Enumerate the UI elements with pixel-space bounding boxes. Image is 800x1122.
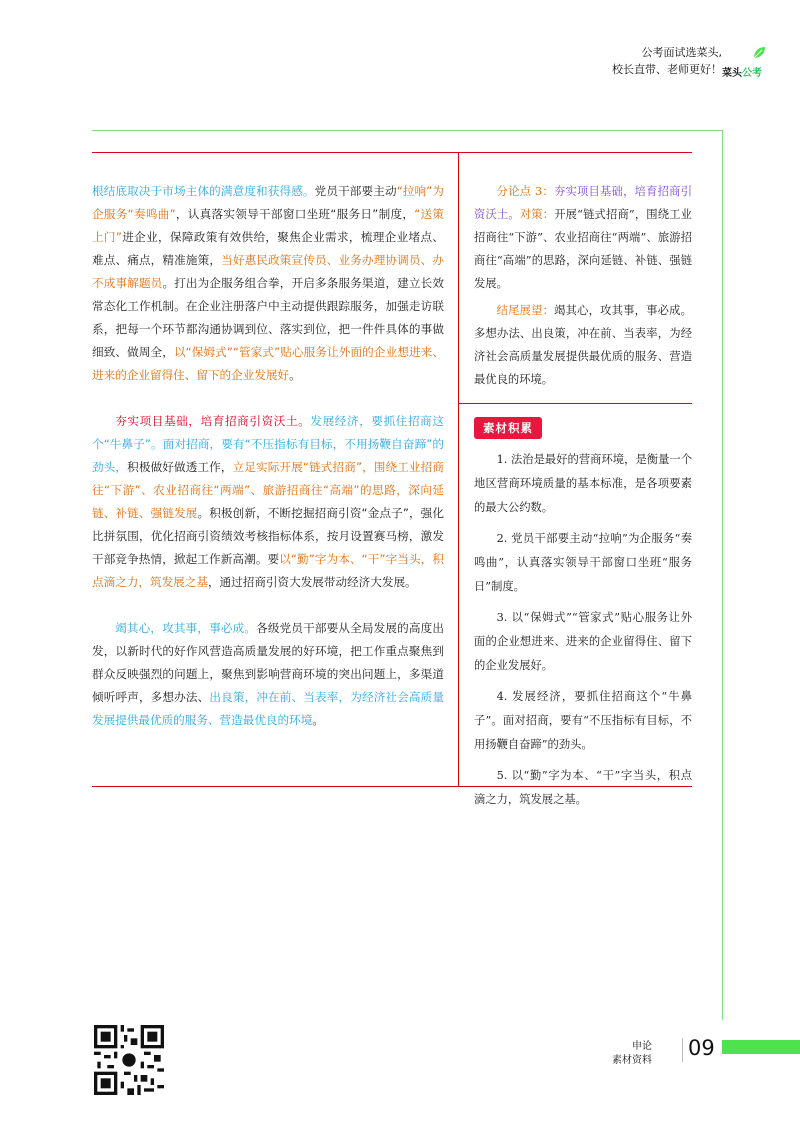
text-run: 以“保姆式”“管家式”贴心服务让外面的企业想进来、进来的企业留得住、留下的企业发展好 (92, 345, 444, 382)
top-red-rule (92, 152, 692, 153)
text-run: “拉响”为企服务“奏鸣曲” (92, 184, 444, 221)
text-run: 。 (312, 713, 324, 727)
text-run: 发展经济，要抓住招商这个“牛鼻子”。面对招商，要有“不压指标有目标，不用扬鞭自奋蹄”的劲头， (92, 414, 444, 474)
leaf-icon (752, 46, 766, 60)
text-run: 夯实项目基础，培育招商引资沃土。 (115, 414, 311, 428)
header-tagline (612, 44, 722, 78)
text-run: ，通过招商引资大发展带动经济大发展。 (207, 575, 417, 589)
material-item: 2. 党员干部要主动“拉响”为企服务“奏鸣曲”，认真落实领导干部窗口坐班“服务日”制度。 (474, 532, 692, 593)
text-run: 党员干部要主动 (314, 184, 397, 198)
text-run: 竭其心，攻其事，事必成。 (115, 621, 257, 635)
text-run: “送策上门” (92, 207, 445, 244)
brand-logo-text (722, 64, 762, 79)
text-run: 对策： (519, 208, 555, 221)
material-item: 3. 以“保姆式”“管家式”贴心服务让外面的企业想进来、进来的企业留得住、留下的企业发展好。 (474, 611, 692, 672)
article-paragraph-1 (92, 180, 444, 387)
frame-right-green-line (722, 130, 723, 1020)
brand-logo (722, 44, 792, 78)
footer-line-2: 素材资料 (612, 1055, 652, 1066)
article-paragraph-2 (92, 410, 444, 594)
text-run: 立足实际开展“链式招商”，围绕工业招商往“下游”、农业招商往“两端”、旅游招商往“高端”的思路，深向延链、补链、强链发展 (92, 460, 444, 520)
page-number: 09 (688, 1036, 715, 1060)
material-item: 1. 法治是最好的营商环境，是衡量一个地区营商环境质量的基本标准，是各项要素的最大公约数。 (474, 453, 692, 514)
text-run: 根结底取决于市场主体的满意度和获得感。 (92, 184, 315, 198)
right-analysis-column (474, 180, 692, 391)
header-line-1: 公考面试选菜头, (641, 46, 722, 59)
material-item: 4. 发展经济，要抓住招商这个“牛鼻子”。面对招商，要有“不压指标有目标，不用扬鞭自奋蹄”的劲头。 (474, 690, 692, 751)
text-run: 积极做好做透工作， (127, 460, 233, 474)
column-divider-red (458, 152, 459, 786)
material-list (474, 448, 692, 819)
text-run: 夯实项目基础，培育招商引资沃土。 (474, 185, 692, 221)
left-article-column (92, 180, 444, 732)
material-item: 5. 以“勤”字为本、“干”字当头，积点滴之力，筑发展之基。 (474, 769, 692, 806)
analysis-conclusion (474, 299, 692, 391)
text-run: 分论点 3： (496, 185, 554, 198)
text-run: 结尾展望： (496, 304, 555, 317)
text-run: 出良策，冲在前、当表率，为经济社会高质量发展提供最优质的服务、营造最优良的环境 (92, 690, 444, 727)
text-run: 。 (289, 368, 301, 382)
footer-section-label (612, 1040, 652, 1068)
header-line-2: 校长直带、老师更好！ (612, 63, 722, 76)
material-badge: 素材积累 (474, 417, 542, 439)
text-run: 开展“链式招商”，围绕工业招商往“下游”、农业招商往“两端”、旅游招商往“高端”的思路，深向延链、补链、强链发展。 (474, 208, 692, 290)
footer-green-bar (722, 1040, 800, 1054)
right-section-red-rule (458, 403, 692, 404)
analysis-point-3 (474, 180, 692, 295)
text-run: 竭其心，攻其事，事必成。多想办法、出良策，冲在前、当表率，为经济社会高质量发展提供最优质的服务、营造最优良的环境。 (474, 304, 692, 386)
frame-top-green-line (92, 130, 723, 131)
text-run: ，认真落实领导干部窗口坐班“服务日”制度， (175, 207, 415, 221)
text-run: 当好惠民政策宣传员、业务办理协调员、办不成事解题员 (92, 253, 444, 290)
footer-separator (682, 1038, 683, 1062)
brand-logo-text-b: 公考 (742, 68, 762, 79)
article-paragraph-3 (92, 617, 444, 732)
qr-code-icon[interactable] (94, 1025, 164, 1095)
brand-logo-text-a: 菜头 (722, 68, 742, 79)
footer-line-1: 申论 (632, 1041, 652, 1052)
text-run: 各级党员干部要从全局发展的高度出发，以新时代的好作风营造高质量发展的好环境，把工作重点聚焦到群众反映强烈的问题上，聚焦到影响营商环境的突出问题上，多渠道倾听呼声，多想办法、 (92, 621, 444, 704)
text-run: 以“勤”字为本、“干”字当头，积点滴之力，筑发展之基 (92, 552, 444, 589)
text-run: 进企业，保障政策有效供给，聚焦企业需求，梳理企业堵点、难点、痛点，精准施策， (92, 230, 444, 267)
text-run: 。积极创新，不断挖掘招商引资“金点子”，强化比拼氛围，优化招商引资绩效考核指标体系，按月设置赛马榜，激发干部竞争热情，掀起工作新高潮。要 (92, 506, 444, 566)
text-run: 。打出为企服务组合拳，开启多条服务渠道，建立长效常态化工作机制。在企业注册落户中主动提供跟踪服务，加强走访联系，把每一个环节都沟通协调到位、落实到位，把一件件具体的事做细致、做周全， (92, 276, 444, 359)
